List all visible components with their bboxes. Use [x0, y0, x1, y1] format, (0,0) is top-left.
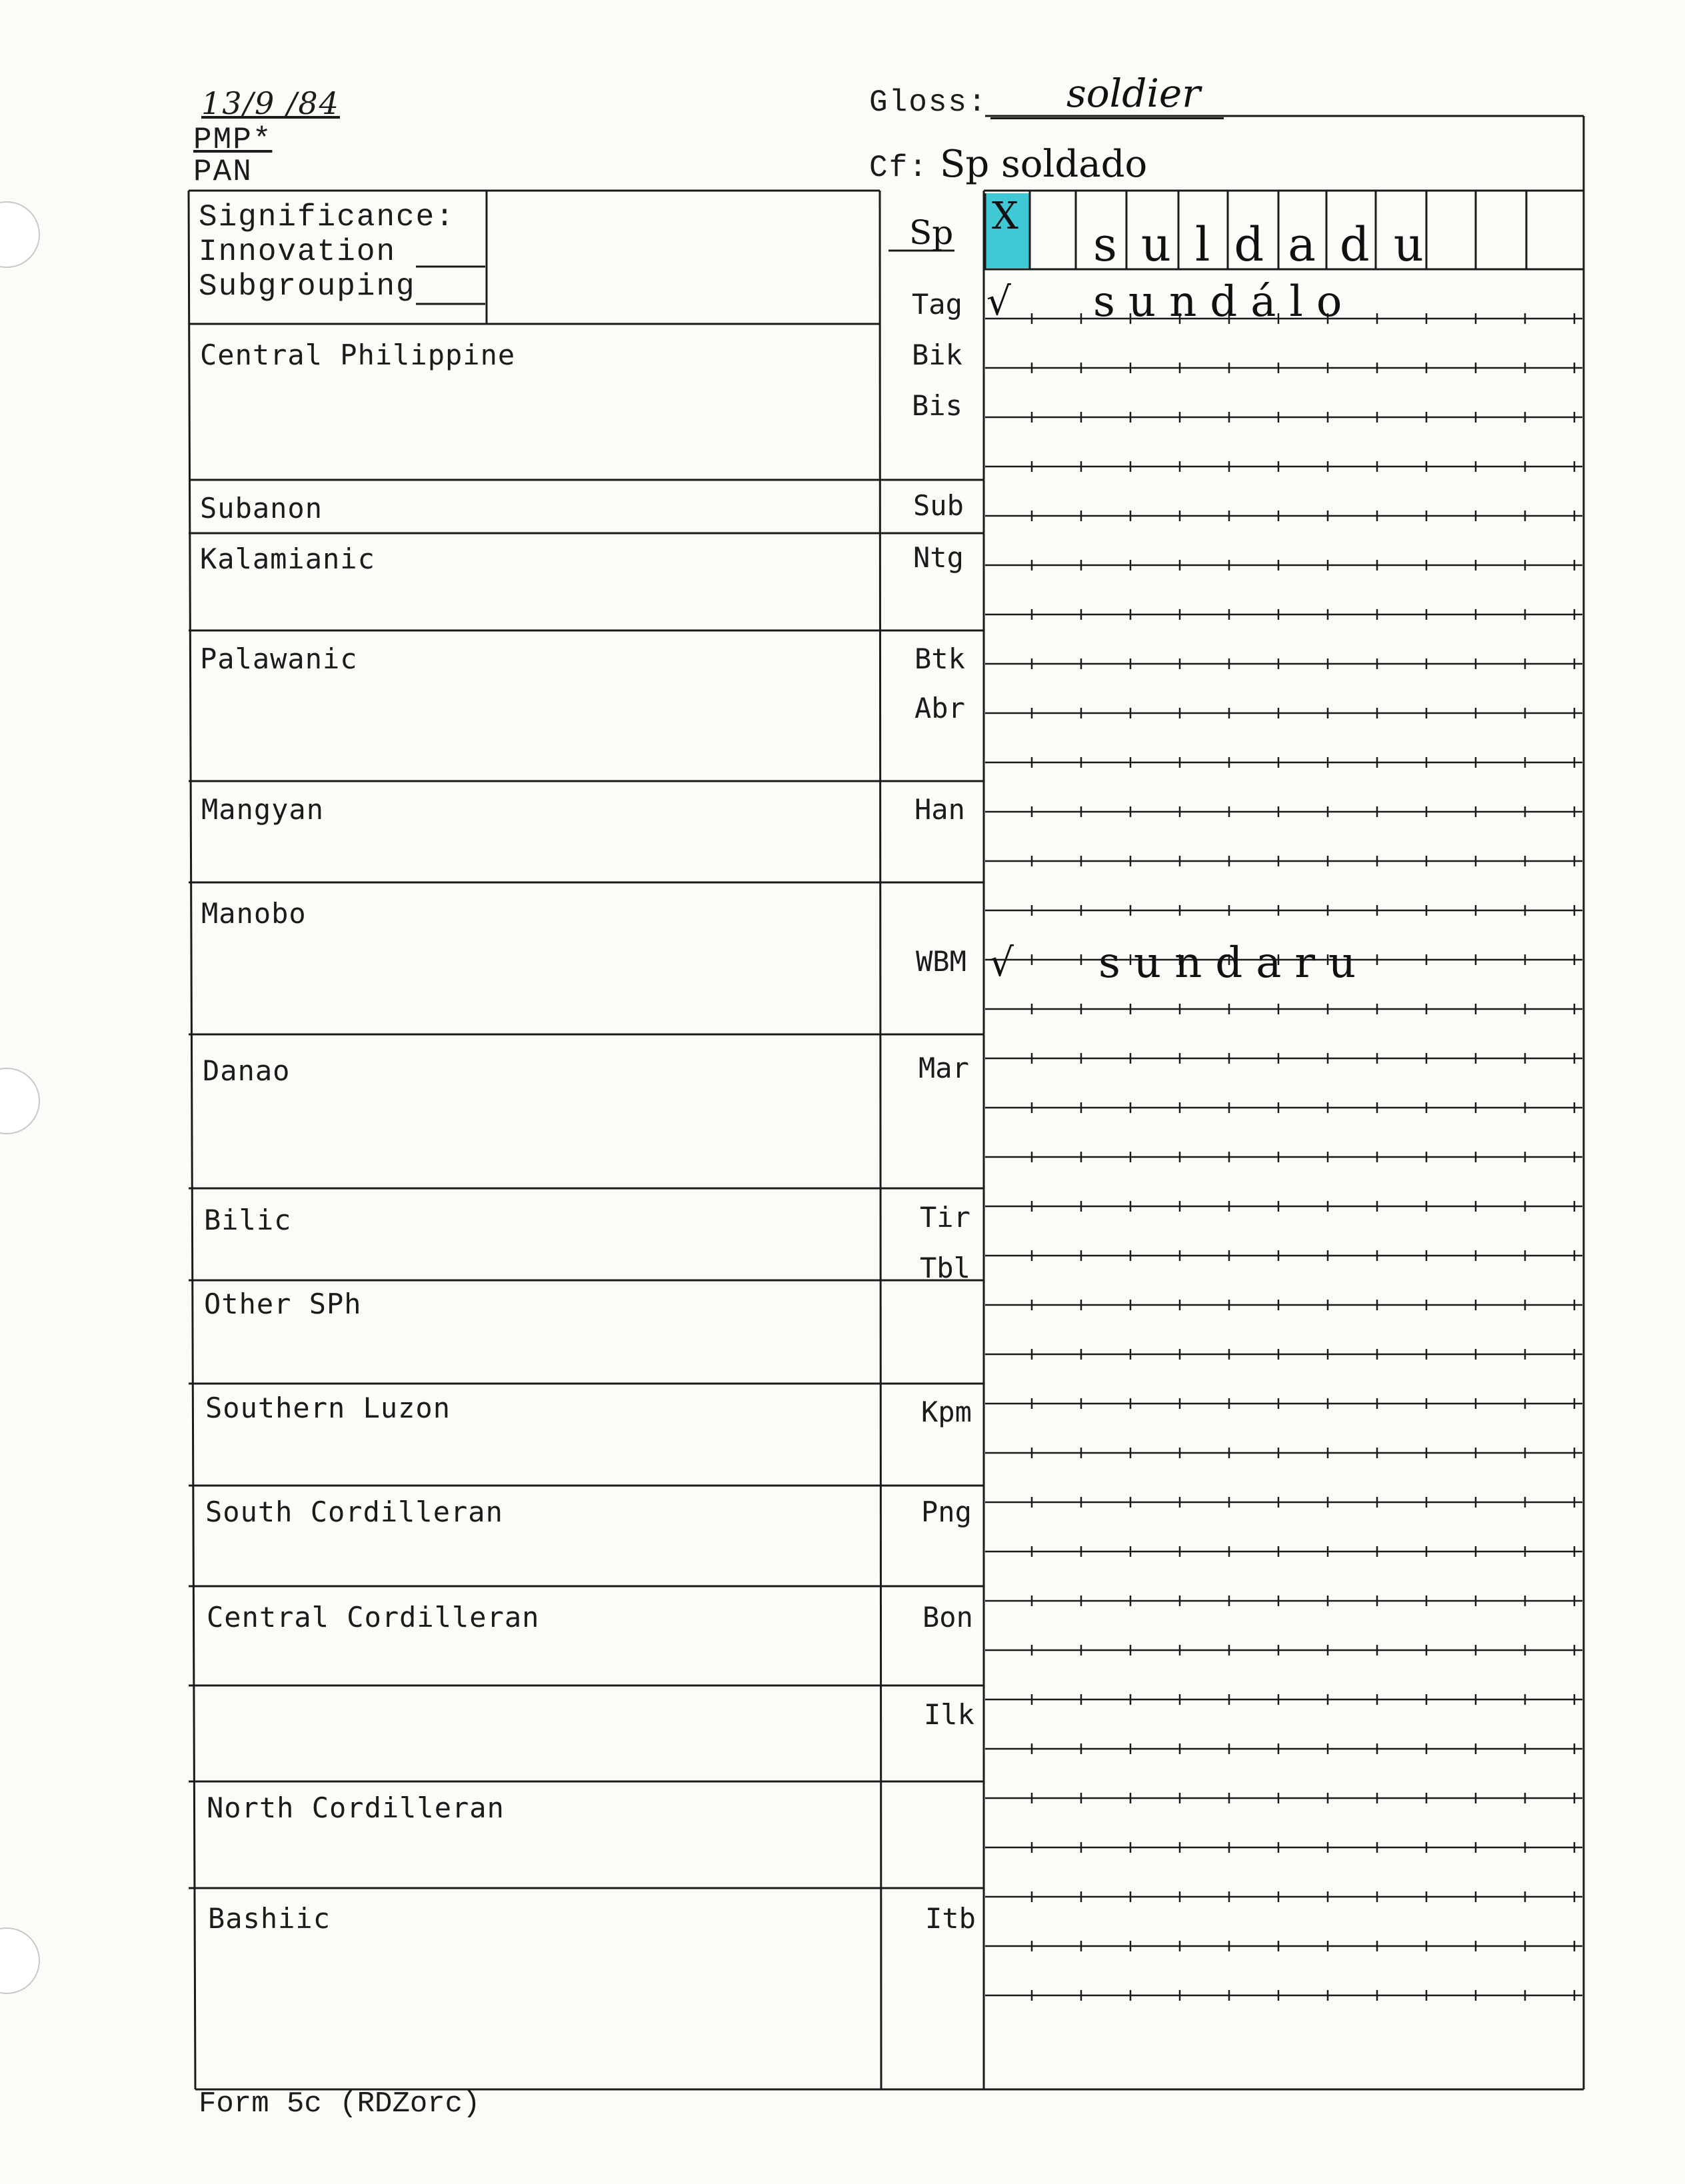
group-central-philippine: Central Philippine — [200, 339, 516, 371]
group-bilic: Bilic — [204, 1204, 292, 1236]
sp-mark: X — [992, 195, 1018, 238]
code-btk: Btk — [914, 642, 965, 675]
pmp-label: PMP* — [193, 123, 273, 157]
group-north-cordilleran: North Cordilleran — [207, 1791, 505, 1824]
group-southern-luzon: Southern Luzon — [205, 1392, 451, 1424]
group-kalamianic: Kalamianic — [200, 543, 375, 575]
code-abr: Abr — [914, 692, 965, 724]
code-bon: Bon — [922, 1601, 973, 1634]
code-png: Png — [921, 1496, 972, 1528]
wbm-mark: √ — [989, 940, 1014, 985]
code-sub: Sub — [913, 489, 964, 522]
gloss-value: soldier — [1066, 71, 1200, 116]
group-palawanic: Palawanic — [200, 642, 358, 675]
group-south-cordilleran: South Cordilleran — [205, 1496, 503, 1528]
tag-form: sundálo — [1093, 277, 1356, 327]
code-wbm: WBM — [916, 945, 966, 978]
group-subanon: Subanon — [200, 492, 323, 525]
code-bik: Bik — [912, 339, 962, 371]
group-bashiic: Bashiic — [208, 1902, 331, 1935]
date-field: 13/9 /84 — [201, 85, 340, 121]
group-manobo: Manobo — [201, 897, 307, 930]
code-sp: Sp — [909, 213, 954, 252]
code-ilk: Ilk — [924, 1698, 974, 1731]
group-mangyan: Mangyan — [201, 793, 325, 826]
innovation-label: Innovation — [199, 235, 397, 269]
code-tbl: Tbl — [920, 1252, 970, 1284]
significance-title: Significance: — [199, 200, 455, 235]
code-tir: Tir — [920, 1201, 970, 1234]
code-mar: Mar — [918, 1052, 969, 1084]
tag-mark: √ — [986, 279, 1011, 324]
code-bis: Bis — [912, 389, 962, 422]
gloss-label: Gloss: — [869, 85, 988, 120]
pan-label: PAN — [193, 155, 253, 189]
form-footer: Form 5c (RDZorc) — [199, 2087, 481, 2121]
code-kpm: Kpm — [921, 1396, 972, 1428]
code-ntg: Ntg — [913, 541, 964, 574]
code-itb: Itb — [925, 1902, 976, 1935]
cf-label: Cf: — [869, 151, 928, 185]
group-danao: Danao — [203, 1054, 291, 1087]
group-other-sph: Other SPh — [204, 1288, 362, 1320]
code-tag: Tag — [912, 288, 962, 321]
wbm-form: sundaru — [1098, 938, 1370, 988]
group-central-cordilleran: Central Cordilleran — [207, 1601, 540, 1634]
cf-value: Sp soldado — [940, 143, 1148, 186]
code-han: Han — [914, 793, 965, 826]
sp-form: suldadu — [1093, 217, 1448, 272]
gloss-underline — [990, 117, 1224, 119]
subgrouping-label: Subgrouping — [199, 269, 416, 304]
